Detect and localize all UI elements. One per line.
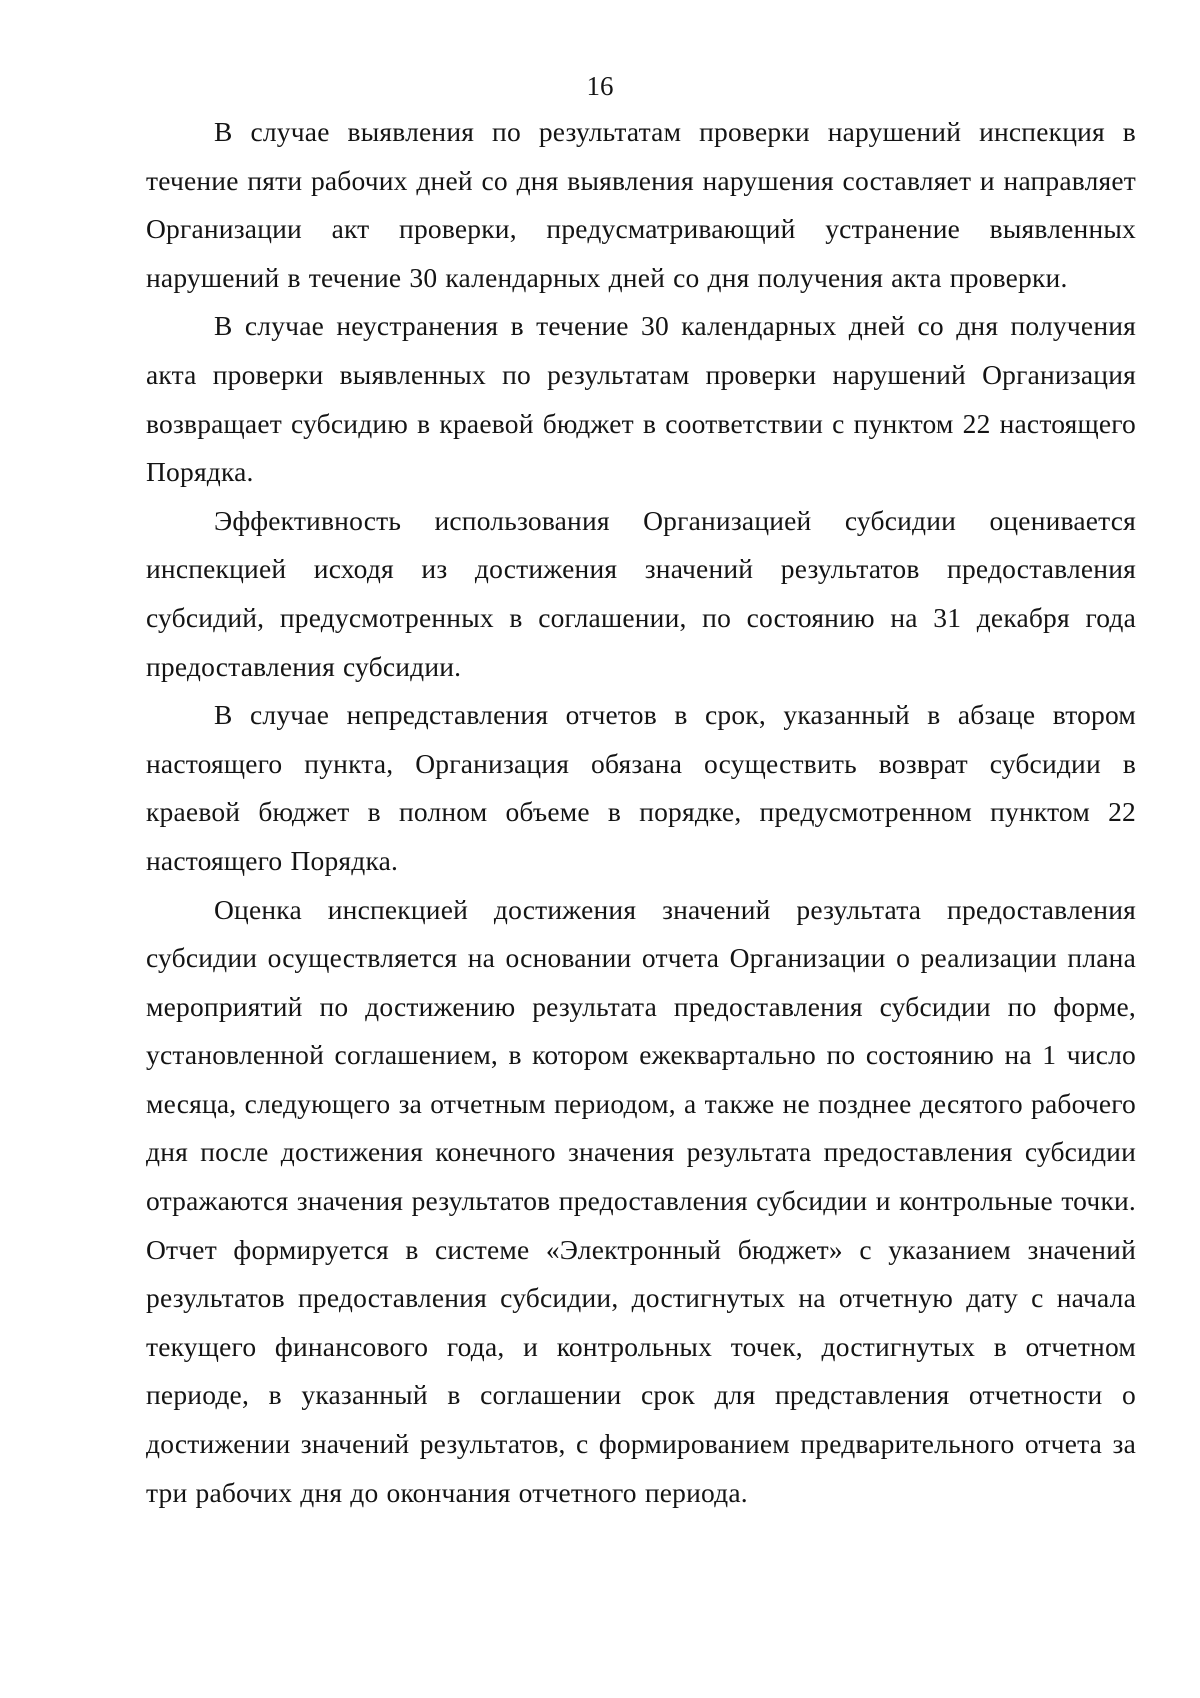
paragraph-inspection-violations: В случае выявления по результатам проверки нарушений инспекция в течение пяти рабочих дней со дня выявления нарушения составляет и направляет Организации акт проверки, предусматривающий устранение выявленных нарушений в течение 30 календарных дней со дня получения акта проверки. <box>146 116 1136 293</box>
paragraph-efficiency-evaluation: Эффективность использования Организацией субсидии оценивается инспекцией исходя из достижения значений результатов предоставления субсидий, предусмотренных в соглашении, по состоянию на 31 декабря года предоставления субсидии. <box>146 504 1136 682</box>
document-body <box>146 108 1136 1517</box>
paragraph-results-assessment: Оценка инспекцией достижения значений результата предоставления субсидии осуществляется на основании отчета Организации о реализации плана мероприятий по достижению результата предоставления субсидии по форме, установленной соглашением, в котором ежеквартально по состоянию на 1 число месяца, следующего за отчетным периодом, а также не позднее десятого рабочего дня после достижения конечного значения результата предоставления субсидии отражаются значения результатов предоставления субсидии и контрольные точки. Отчет формируется в системе «Электронный бюджет» с указанием значений результатов предоставления субсидии, достигнутых на отчетную дату с начала текущего финансового года, и контрольных точек, достигнутых в отчетном периоде, в указанный в соглашении срок для представления отчетности о достижении значений результатов, с формированием предварительного отчета за три рабочих дня до окончания отчетного периода. <box>146 893 1136 1508</box>
page-number: 16 <box>586 71 614 101</box>
paragraph-subsidy-return: В случае неустранения в течение 30 календарных дней со дня получения акта проверки выявленных по результатам проверки нарушений Организация возвращает субсидию в краевой бюджет в соответствии с пунктом 22 настоящего Порядка. <box>146 310 1136 488</box>
paragraph-missing-reports: В случае непредставления отчетов в срок, указанный в абзаце втором настоящего пункта, Организация обязана осуществить возврат субсидии в краевой бюджет в полном объеме в порядке, предусмотренном пунктом 22 настоящего Порядка. <box>146 699 1136 876</box>
